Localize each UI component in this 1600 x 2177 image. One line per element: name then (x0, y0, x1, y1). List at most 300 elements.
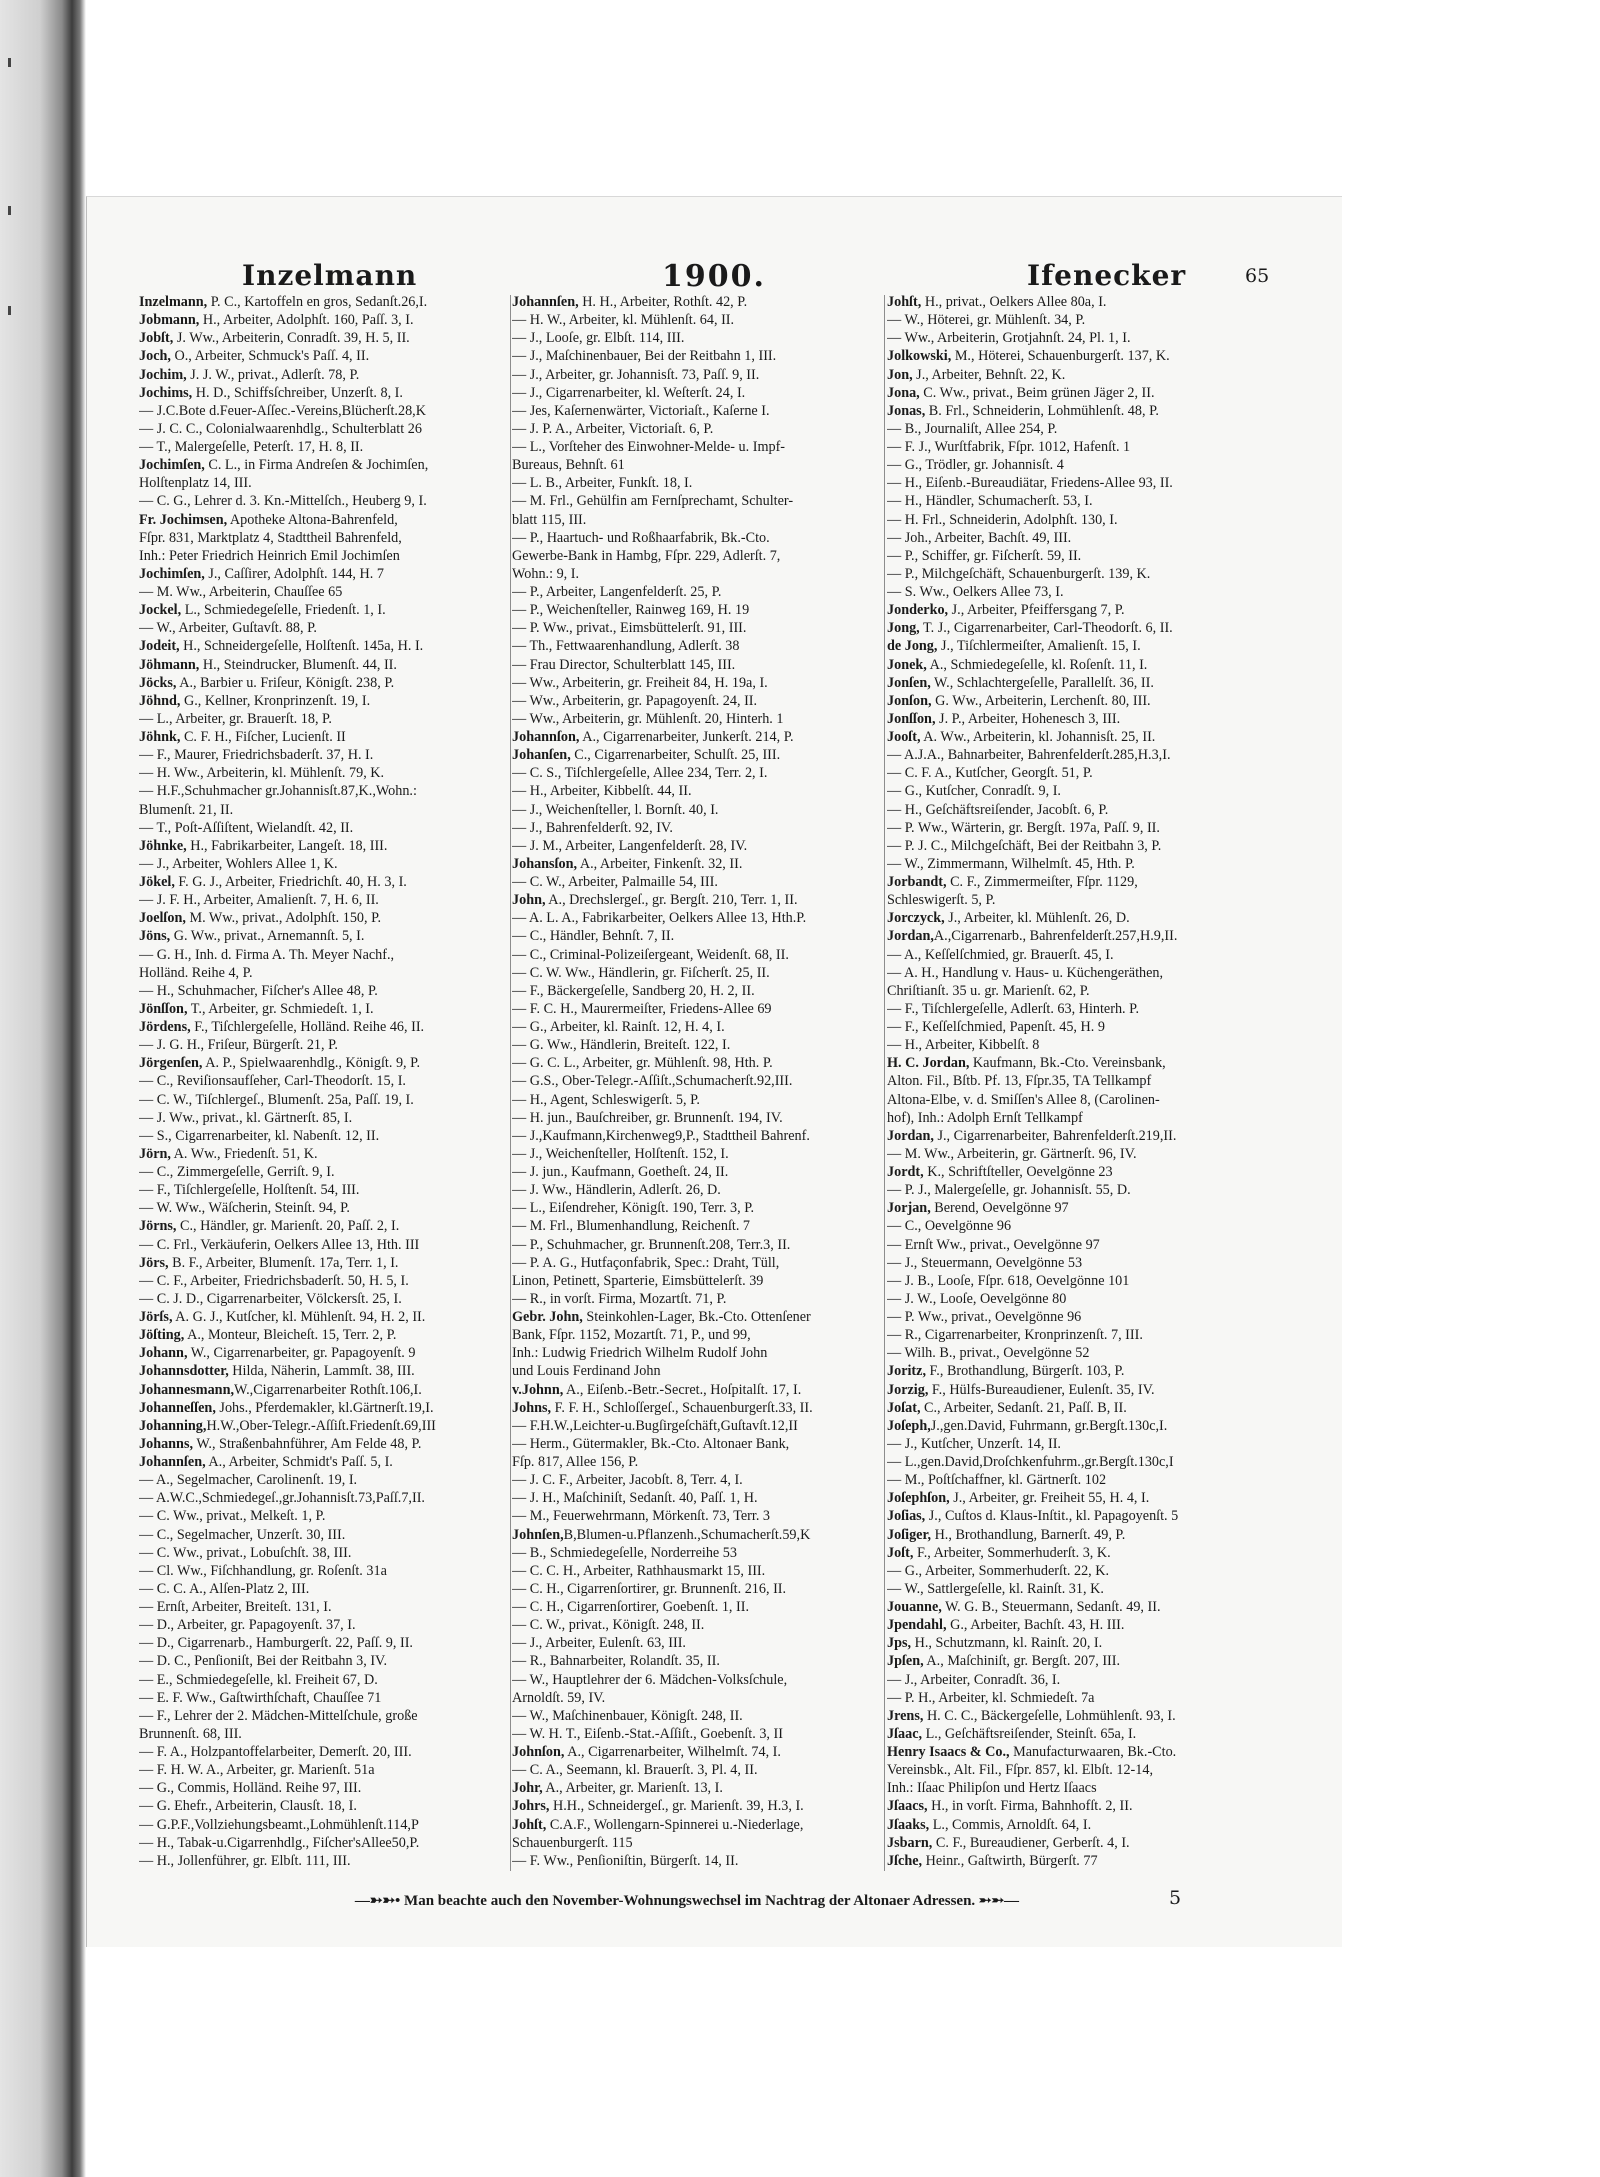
directory-entry (887, 511, 1282, 529)
entry-details: — W. Ww., Wäſcherin, Steinſt. 94, P. (139, 1200, 350, 1217)
entry-surname: Jökel, (139, 874, 175, 890)
directory-entry (139, 1671, 509, 1689)
entry-details: — Joh., Arbeiter, Bachſt. 49, III. (887, 529, 1072, 546)
entry-surname: Jönſſon, (139, 1000, 188, 1017)
directory-entry (887, 1598, 1282, 1616)
entry-surname: Jöhnke, (139, 837, 187, 854)
directory-entry (139, 1163, 509, 1181)
entry-details: O., Arbeiter, Schmuck's Paſſ. 4, II. (170, 348, 370, 365)
directory-entry (512, 837, 884, 855)
directory-entry (512, 402, 884, 420)
directory-entry (887, 1236, 1282, 1254)
entry-surname: Jrens, (887, 1707, 924, 1724)
entry-details: A. Ww., Arbeiterin, kl. Johannisſt. 25, II. (920, 729, 1156, 745)
entry-surname: Joſias, (887, 1508, 926, 1525)
directory-entry (139, 927, 509, 945)
directory-entry (887, 601, 1282, 619)
directory-entry (887, 891, 1282, 909)
directory-entry (512, 1598, 884, 1616)
entry-details: C. F., Bureaudiener, Gerberſt. 4, I. (932, 1834, 1130, 1851)
entry-details: C., Händler, gr. Marienſt. 20, Paſſ. 2, I. (176, 1218, 400, 1235)
entry-details: A. G. J., Kutſcher, kl. Mühlenſt. 94, H. 2, II. (172, 1309, 426, 1325)
entry-details: H., in vorſt. Firma, Bahnhofſt. 2, II. (927, 1798, 1133, 1815)
entry-surname: Jorjan, (887, 1200, 931, 1217)
entry-surname: Johanſen, (512, 747, 571, 764)
entry-details: — C. C. H., Arbeiter, Rathhausmarkt 15, III. (512, 1562, 766, 1579)
entry-details: — C., Segelmacher, Unzerſt. 30, III. (139, 1526, 346, 1543)
directory-entry (139, 511, 509, 529)
entry-details: H. D., Schiffsſchreiber, Unzerſt. 8, I. (192, 384, 403, 401)
entry-details: — P., Schiffer, gr. Fiſcherſt. 59, II. (887, 547, 1082, 564)
directory-entry (887, 656, 1282, 674)
entry-surname: Joch, (139, 348, 171, 365)
entry-details: H. H., Arbeiter, Rothſt. 42, P. (578, 294, 748, 310)
entry-surname: Jochim, (139, 366, 187, 383)
entry-surname: Jörgenſen, (139, 1055, 203, 1072)
directory-column-2 (512, 293, 884, 1871)
directory-entry (887, 1580, 1282, 1598)
entry-details: — S., Cigarrenarbeiter, kl. Nabenſt. 12, II. (139, 1127, 380, 1144)
entry-details: C. F. H., Fiſcher, Lucienſt. II (180, 729, 346, 745)
entry-surname: Joſiger, (887, 1526, 932, 1543)
directory-entry (139, 1091, 509, 1109)
entry-details: L., Schmiedegeſelle, Friedenſt. 1, I. (181, 602, 386, 619)
entry-surname: Joſt, (887, 1544, 914, 1561)
directory-entry (887, 529, 1282, 547)
entry-details: — F.H.W.,Leichter-u.Bugſirgeſchäft,Guſtavſt.12,II (512, 1417, 798, 1434)
directory-entry (512, 1797, 884, 1815)
entry-details: — H. jun., Bauſchreiber, gr. Brunnenſt. 194, IV. (512, 1109, 783, 1126)
entry-details: H., Schneidergeſelle, Holſtenſt. 145a, H. I. (179, 638, 424, 655)
directory-entry (887, 402, 1282, 420)
entry-details: G. Ww., Arbeiterin, Lerchenſt. 80, III. (931, 692, 1151, 709)
entry-surname: Jps, (887, 1635, 912, 1652)
entry-details: Vereinsbk., Alt. Fil., Fſpr. 857, kl. Elbſt. 12-14, (887, 1762, 1154, 1779)
entry-surname: Johanns, (139, 1435, 194, 1452)
entry-surname: Jöhnd, (139, 692, 181, 709)
directory-entry (139, 1254, 509, 1272)
directory-entry (887, 565, 1282, 583)
directory-entry (512, 1290, 884, 1308)
header-right-keyword: Ifenecker (1027, 259, 1187, 292)
entry-surname: Jordan, (887, 928, 934, 945)
entry-details: — A.J.A., Bahnarbeiter, Bahrenfelderſt.285,H.3,I. (887, 747, 1171, 764)
directory-entry (139, 819, 509, 837)
directory-entry (139, 964, 509, 982)
directory-entry (887, 1526, 1282, 1544)
header-left-keyword: Inzelmann (242, 259, 418, 292)
directory-entry (512, 1217, 884, 1235)
directory-entry (512, 1834, 884, 1852)
entry-details: — L., Arbeiter, gr. Brauerſt. 18, P. (139, 710, 332, 727)
directory-entry (139, 1526, 509, 1544)
directory-entry (887, 855, 1282, 873)
entry-details: A.,Cigarrenarb., Bahrenfelderſt.257,H.9,II. (933, 928, 1178, 945)
directory-entry (512, 855, 884, 873)
entry-surname: Gebr. John, (512, 1309, 583, 1325)
entry-details: — W. H. T., Eiſenb.-Stat.-Aſſiſt., Goebenſt. 3, II (512, 1725, 783, 1742)
entry-details: A. Ww., Friedenſt. 51, K. (170, 1145, 318, 1162)
directory-entry (887, 1562, 1282, 1580)
entry-surname: Jörſs, (139, 1309, 173, 1325)
entry-surname: Johanneſſen, (139, 1399, 216, 1416)
entry-details: — C. C. A., Alſen-Platz 2, III. (139, 1580, 310, 1597)
directory-entry (512, 1725, 884, 1743)
entry-surname: Jörs, (139, 1254, 169, 1271)
directory-entry (139, 1598, 509, 1616)
directory-entry (887, 1127, 1282, 1145)
directory-entry (887, 583, 1282, 601)
directory-entry (887, 692, 1282, 710)
entry-details: G., Kellner, Kronprinzenſt. 19, I. (180, 692, 371, 709)
directory-entry (512, 1435, 884, 1453)
directory-entry (887, 1471, 1282, 1489)
directory-entry (512, 601, 884, 619)
directory-entry (512, 692, 884, 710)
directory-entry (139, 547, 509, 565)
directory-entry (512, 1816, 884, 1834)
entry-surname: Jonek, (887, 656, 927, 673)
entry-details: A., Monteur, Bleicheſt. 15, Terr. 2, P. (184, 1327, 397, 1344)
directory-entry (139, 855, 509, 873)
entry-details: — B., Journaliſt, Allee 254, P. (887, 420, 1058, 437)
entry-details: — E. F. Ww., Gaſtwirthſchaft, Chauſſee 71 (139, 1689, 382, 1706)
entry-details: — H., Arbeiter, Kibbelſt. 44, II. (512, 783, 692, 800)
entry-details: — P., Weichenſteller, Rainweg 169, H. 19 (512, 602, 750, 619)
entry-surname: Jöcks, (139, 674, 177, 691)
entry-details: J., Arbeiter, kl. Mühlenſt. 26, D. (944, 910, 1130, 927)
directory-entry (512, 1362, 884, 1380)
entry-details: — G.P.F.,Vollziehungsbeamt.,Lohmühlenſt.114,P (139, 1816, 419, 1833)
directory-entry (139, 1852, 509, 1870)
directory-entry (139, 1580, 509, 1598)
directory-entry (139, 583, 509, 601)
entry-surname: Johannsdotter, (139, 1363, 229, 1380)
directory-entry (887, 1000, 1282, 1018)
entry-details: M. Ww., privat., Adolphſt. 150, P. (185, 910, 381, 927)
entry-surname: Jſaac, (887, 1725, 923, 1742)
entry-details: H., Steindrucker, Blumenſt. 44, II. (199, 656, 397, 673)
entry-details: — C. Frl., Verkäuferin, Oelkers Allee 13, Hth. III (139, 1236, 420, 1253)
directory-entry (139, 656, 509, 674)
entry-details: — C. W., privat., Königſt. 248, II. (512, 1617, 705, 1634)
entry-details: — W., Zimmermann, Wilhelmſt. 45, Hth. P. (887, 855, 1135, 872)
entry-surname: Jsbarn, (887, 1834, 933, 1851)
directory-entry (139, 384, 509, 402)
entry-details: — G., Trödler, gr. Johannisſt. 4 (887, 457, 1064, 474)
entry-details: — H., Eiſenb.-Bureaudiätar, Friedens-Allee 93, II. (887, 475, 1173, 492)
entry-details: — Herm., Gütermakler, Bk.-Cto. Altonaer Bank, (512, 1435, 790, 1452)
entry-surname: v.Johnn, (512, 1381, 564, 1398)
entry-details: C.A.F., Wollengarn-Spinnerei u.-Niederlage, (546, 1816, 804, 1833)
directory-entry (139, 1181, 509, 1199)
directory-entry (139, 837, 509, 855)
directory-entry (887, 1036, 1282, 1054)
directory-entry (139, 1036, 509, 1054)
entry-details: — Wilh. B., privat., Oevelgönne 52 (887, 1345, 1090, 1362)
directory-entry (512, 1254, 884, 1272)
entry-details: — C., Zimmergeſelle, Gerriſt. 9, I. (139, 1164, 335, 1180)
directory-entry (887, 1544, 1282, 1562)
directory-entry (512, 583, 884, 601)
directory-entry (139, 1435, 509, 1453)
entry-surname: Jong, (887, 620, 920, 637)
entry-details: — J. F. H., Arbeiter, Amalienſt. 7, H. 6, II. (139, 892, 379, 909)
entry-surname: Johann, (139, 1345, 188, 1362)
entry-details: — R., Cigarrenarbeiter, Kronprinzenſt. 7, III. (887, 1327, 1143, 1344)
directory-entry (887, 1725, 1282, 1743)
directory-entry (512, 1779, 884, 1797)
directory-entry (512, 1326, 884, 1344)
directory-entry (887, 384, 1282, 402)
directory-entry (512, 1852, 884, 1870)
entry-details: H.W.,Ober-Telegr.-Aſſiſt.Friedenſt.69,III (206, 1417, 436, 1434)
directory-entry (512, 1381, 884, 1399)
entry-details: — J. B., Looſe, Fſpr. 618, Oevelgönne 101 (887, 1272, 1130, 1289)
entry-details: — J. G. H., Friſeur, Bürgerſt. 21, P. (139, 1037, 338, 1054)
entry-details: — T., Malergeſelle, Peterſt. 17, H. 8, II. (139, 439, 364, 455)
entry-details: — P., Arbeiter, Langenfelderſt. 25, P. (512, 584, 722, 600)
entry-surname: Jolkowski, (887, 348, 952, 365)
entry-details: J., Cuſtos d. Klaus-Inſtit., kl. Papagoyenſt. 5 (925, 1508, 1179, 1525)
directory-entry (512, 728, 884, 746)
entry-details: W., Cigarrenarbeiter, gr. Papagoyenſt. 9 (187, 1345, 416, 1362)
entry-surname: Jorczyck, (887, 910, 945, 927)
directory-entry (512, 511, 884, 529)
entry-details: — D., Cigarrenarb., Hamburgerſt. 22, Paſſ. 9, II. (139, 1635, 413, 1652)
directory-entry (887, 1634, 1282, 1652)
directory-entry (512, 1761, 884, 1779)
entry-details: blatt 115, III. (512, 511, 587, 528)
entry-details: — Ww., Arbeiterin, Grotjahnſt. 24, Pl. 1, I. (887, 330, 1131, 347)
directory-entry (512, 1453, 884, 1471)
entry-details: — E., Schmiedegeſelle, kl. Freiheit 67, D. (139, 1671, 378, 1688)
entry-details: — J. C. C., Colonialwaarenhdlg., Schulterblatt 26 (139, 420, 422, 437)
directory-entry (139, 366, 509, 384)
directory-entry (512, 438, 884, 456)
entry-details: C. L., in Firma Andreſen & Jochimſen, (204, 457, 429, 474)
directory-entry (887, 1616, 1282, 1634)
entry-details: — J., Steuermann, Oevelgönne 53 (887, 1254, 1083, 1271)
header-page-number: 65 (1245, 265, 1270, 287)
directory-entry (139, 873, 509, 891)
directory-entry (887, 1018, 1282, 1036)
directory-entry (139, 474, 509, 492)
entry-surname: Johnſen, (512, 1526, 564, 1543)
directory-entry (139, 347, 509, 365)
directory-entry (887, 1779, 1282, 1797)
directory-entry (139, 637, 509, 655)
directory-entry (139, 1652, 509, 1670)
entry-details: — R., in vorſt. Firma, Mozartſt. 71, P. (512, 1290, 727, 1307)
directory-entry (512, 492, 884, 510)
entry-details: — C. Ww., privat., Lobuſchſt. 38, III. (139, 1544, 352, 1561)
entry-details: Inh.: Ludwig Friedrich Wilhelm Rudolf John (512, 1345, 768, 1362)
entry-details: — C. S., Tiſchlergeſelle, Allee 234, Terr. 2, I. (512, 765, 768, 782)
entry-details: — F., Maurer, Friedrichsbaderſt. 37, H. I. (139, 747, 374, 764)
directory-entry (887, 873, 1282, 891)
directory-entry (887, 1689, 1282, 1707)
directory-entry (139, 456, 509, 474)
entry-surname: Johannesmann, (139, 1381, 235, 1398)
directory-entry (139, 1199, 509, 1217)
entry-details: Fſpr. 831, Marktplatz 4, Stadttheil Bahrenfeld, (139, 529, 402, 546)
directory-entry (512, 565, 884, 583)
directory-entry (887, 1217, 1282, 1235)
entry-details: B. F., Arbeiter, Blumenſt. 17a, Terr. 1, I. (168, 1254, 399, 1271)
directory-entry (512, 1507, 884, 1525)
footer-note: —➳➳• Man beachte auch den November-Wohnungswechsel im Nachtrag der Altonaer Adressen. ➵➵— (354, 1893, 1020, 1909)
directory-entry (887, 909, 1282, 927)
entry-details: G. Ww., privat., Arnemannſt. 5, I. (170, 928, 365, 945)
directory-entry (139, 1507, 509, 1525)
entry-details: — Th., Fettwaarenhandlung, Adlerſt. 38 (512, 638, 740, 655)
entry-surname: Johſt, (887, 294, 922, 310)
entry-details: Holſtenplatz 14, III. (139, 475, 252, 492)
directory-entry (512, 764, 884, 782)
directory-entry (139, 782, 509, 800)
entry-details: — F. J., Wurſtfabrik, Fſpr. 1012, Hafenſt. 1 (887, 439, 1131, 455)
entry-surname: Johſt, (512, 1816, 547, 1833)
entry-surname: Jobmann, (139, 312, 200, 329)
entry-details: J., Arbeiter, Pfeiffersgang 7, P. (948, 602, 1125, 619)
entry-details: — M. Ww., Arbeiterin, Chauſſee 65 (139, 584, 343, 600)
entry-details: — J., Looſe, gr. Elbſt. 114, III. (512, 330, 685, 347)
directory-entry (512, 1743, 884, 1761)
directory-entry (512, 1399, 884, 1417)
entry-details: Berend, Oevelgönne 97 (930, 1200, 1069, 1217)
entry-surname: Jockel, (139, 602, 182, 619)
directory-entry (512, 1145, 884, 1163)
entry-details: — G. C. L., Arbeiter, gr. Mühlenſt. 98, Hth. P. (512, 1055, 773, 1072)
directory-entry (887, 710, 1282, 728)
entry-details: — P., Milchgeſchäft, Schauenburgerſt. 139, K. (887, 565, 1151, 582)
entry-details: — J. Ww., privat., kl. Gärtnerſt. 85, I. (139, 1109, 353, 1126)
entry-details: — C. G., Lehrer d. 3. Kn.-Mittelſch., Heuberg 9, I. (139, 493, 427, 510)
entry-details: — J.C.Bote d.Feuer-Aſſec.-Vereins,Blücherſt.28,K (139, 402, 426, 419)
entry-surname: Jon, (887, 366, 913, 383)
directory-entry (512, 293, 884, 311)
entry-details: — S. Ww., Oelkers Allee 73, I. (887, 584, 1064, 600)
directory-entry (512, 347, 884, 365)
entry-details: Schauenburgerſt. 115 (512, 1834, 633, 1851)
entry-details: — W., Hauptlehrer der 6. Mädchen-Volksſchule, (512, 1671, 788, 1688)
entry-details: — L., Eiſendreher, Königſt. 190, Terr. 3, P. (512, 1200, 755, 1217)
directory-entry (139, 1127, 509, 1145)
entry-surname: Jöhnk, (139, 729, 181, 745)
directory-entry (887, 1163, 1282, 1181)
entry-surname: Joſat, (887, 1399, 921, 1416)
entry-details: — C. H., Cigarrenſortirer, Goebenſt. 1, II. (512, 1599, 750, 1615)
directory-entry (139, 1870, 509, 1871)
entry-details: und Louis Ferdinand John (512, 1363, 661, 1380)
entry-details: — Ernſt, Arbeiter, Breiteſt. 131, I. (139, 1599, 332, 1615)
entry-details: B. Frl., Schneiderin, Lohmühlenſt. 48, P. (925, 402, 1159, 419)
header-year: 1900. (662, 259, 766, 294)
entry-surname: Jouanne, (887, 1599, 942, 1615)
entry-details: — G., Commis, Holländ. Reihe 97, III. (139, 1780, 362, 1797)
directory-entry (887, 1091, 1282, 1109)
entry-details: Hilda, Näherin, Lammſt. 38, III. (228, 1363, 415, 1380)
entry-details: — F. C. H., Maurermeiſter, Friedens-Allee 69 (512, 1000, 772, 1017)
entry-details: Wohn.: 9, I. (512, 565, 580, 582)
directory-entry (512, 1091, 884, 1109)
entry-details: L., Geſchäftsreiſender, Steinſt. 65a, I. (922, 1725, 1137, 1742)
entry-details: F., Hülfs-Bureaudiener, Eulenſt. 35, IV. (928, 1381, 1155, 1398)
entry-details: B,Blumen-u.Pflanzenh.,Schumacherſt.59,K (563, 1526, 811, 1543)
entry-details: — Frau Director, Schulterblatt 145, III. (512, 656, 736, 673)
directory-entry (887, 329, 1282, 347)
directory-entry (512, 456, 884, 474)
directory-entry (887, 1072, 1282, 1090)
entry-details: — F. Ww., Penſioniſtin, Bürgerſt. 14, II. (512, 1852, 739, 1869)
entry-details: T. J., Cigarrenarbeiter, Carl-Theodorſt. 6, II. (919, 620, 1173, 637)
entry-details: K., Schriftſteller, Oevelgönne 23 (923, 1164, 1113, 1180)
directory-entry (139, 420, 509, 438)
directory-entry (512, 982, 884, 1000)
directory-entry (887, 1816, 1282, 1834)
directory-entry (139, 1634, 509, 1652)
entry-details: C. F., Zimmermeiſter, Fſpr. 1129, (946, 874, 1138, 890)
directory-page (86, 196, 1342, 1947)
entry-surname: Joritz, (887, 1363, 926, 1380)
directory-entry (887, 1181, 1282, 1199)
directory-entry (887, 619, 1282, 637)
entry-details: Holländ. Reihe 4, P. (139, 964, 253, 981)
entry-details: — M., Feuerwehrmann, Mörkenſt. 73, Terr. 3 (512, 1508, 771, 1525)
directory-entry (139, 728, 509, 746)
entry-details: — H., Arbeiter, Kibbelſt. 8 (887, 1037, 1040, 1054)
entry-details: — J. W., Looſe, Oevelgönne 80 (887, 1290, 1067, 1307)
directory-entry (887, 474, 1282, 492)
directory-entry (139, 710, 509, 728)
entry-details: W., Schlachtergeſelle, Parallelſt. 36, II. (930, 674, 1154, 691)
entry-details: — C. W., Tiſchlergeſ., Blumenſt. 25a, Paſſ. 19, I. (139, 1091, 414, 1108)
entry-surname: Johansſon, (512, 855, 578, 872)
entry-details: — C. W. Ww., Händlerin, gr. Fiſcherſt. 25, II. (512, 964, 770, 981)
directory-entry (512, 1562, 884, 1580)
entry-details: — P. Ww., privat., Eimsbüttelerſt. 91, III. (512, 620, 747, 637)
entry-details: — P., Haartuch- und Roßhaarfabrik, Bk.-Cto. (512, 529, 770, 546)
entry-details: C., Cigarrenarbeiter, Schulſt. 25, III. (570, 747, 781, 764)
directory-entry (139, 1381, 509, 1399)
directory-entry (887, 1381, 1282, 1399)
entry-details: — F., Tiſchlergeſelle, Adlerſt. 63, Hinterh. P. (887, 1000, 1139, 1017)
directory-entry (512, 1417, 884, 1435)
entry-details: hof), Inh.: Adolph Ernſt Tellkampf (887, 1109, 1083, 1126)
entry-details: — D. C., Penſioniſt, Bei der Reitbahn 3, IV. (139, 1653, 388, 1670)
directory-entry (139, 1018, 509, 1036)
entry-details: H., Fabrikarbeiter, Langeſt. 18, III. (186, 837, 388, 854)
directory-entry (512, 964, 884, 982)
footer-page-number: 5 (1169, 1887, 1182, 1909)
entry-details: — A.W.C.,Schmiedegeſ.,gr.Johannisſt.73,Paſſ.7,II. (139, 1490, 425, 1507)
directory-entry (512, 1344, 884, 1362)
entry-surname: Johns, (512, 1399, 552, 1416)
directory-entry (887, 456, 1282, 474)
directory-entry (887, 819, 1282, 837)
entry-details: Steinkohlen-Lager, Bk.-Cto. Ottenſener (582, 1309, 811, 1325)
entry-details: — M. Ww., Arbeiterin, gr. Gärtnerſt. 96, IV. (887, 1145, 1137, 1162)
directory-entry (139, 1489, 509, 1507)
directory-entry (512, 1000, 884, 1018)
directory-entry (512, 1489, 884, 1507)
directory-entry (887, 1671, 1282, 1689)
entry-details: — G., Kutſcher, Conradſt. 9, I. (887, 783, 1061, 800)
entry-surname: Jonderko, (887, 602, 949, 619)
entry-details: — A. L. A., Fabrikarbeiter, Oelkers Allee 13, Hth.P. (512, 910, 807, 927)
directory-entry (139, 311, 509, 329)
